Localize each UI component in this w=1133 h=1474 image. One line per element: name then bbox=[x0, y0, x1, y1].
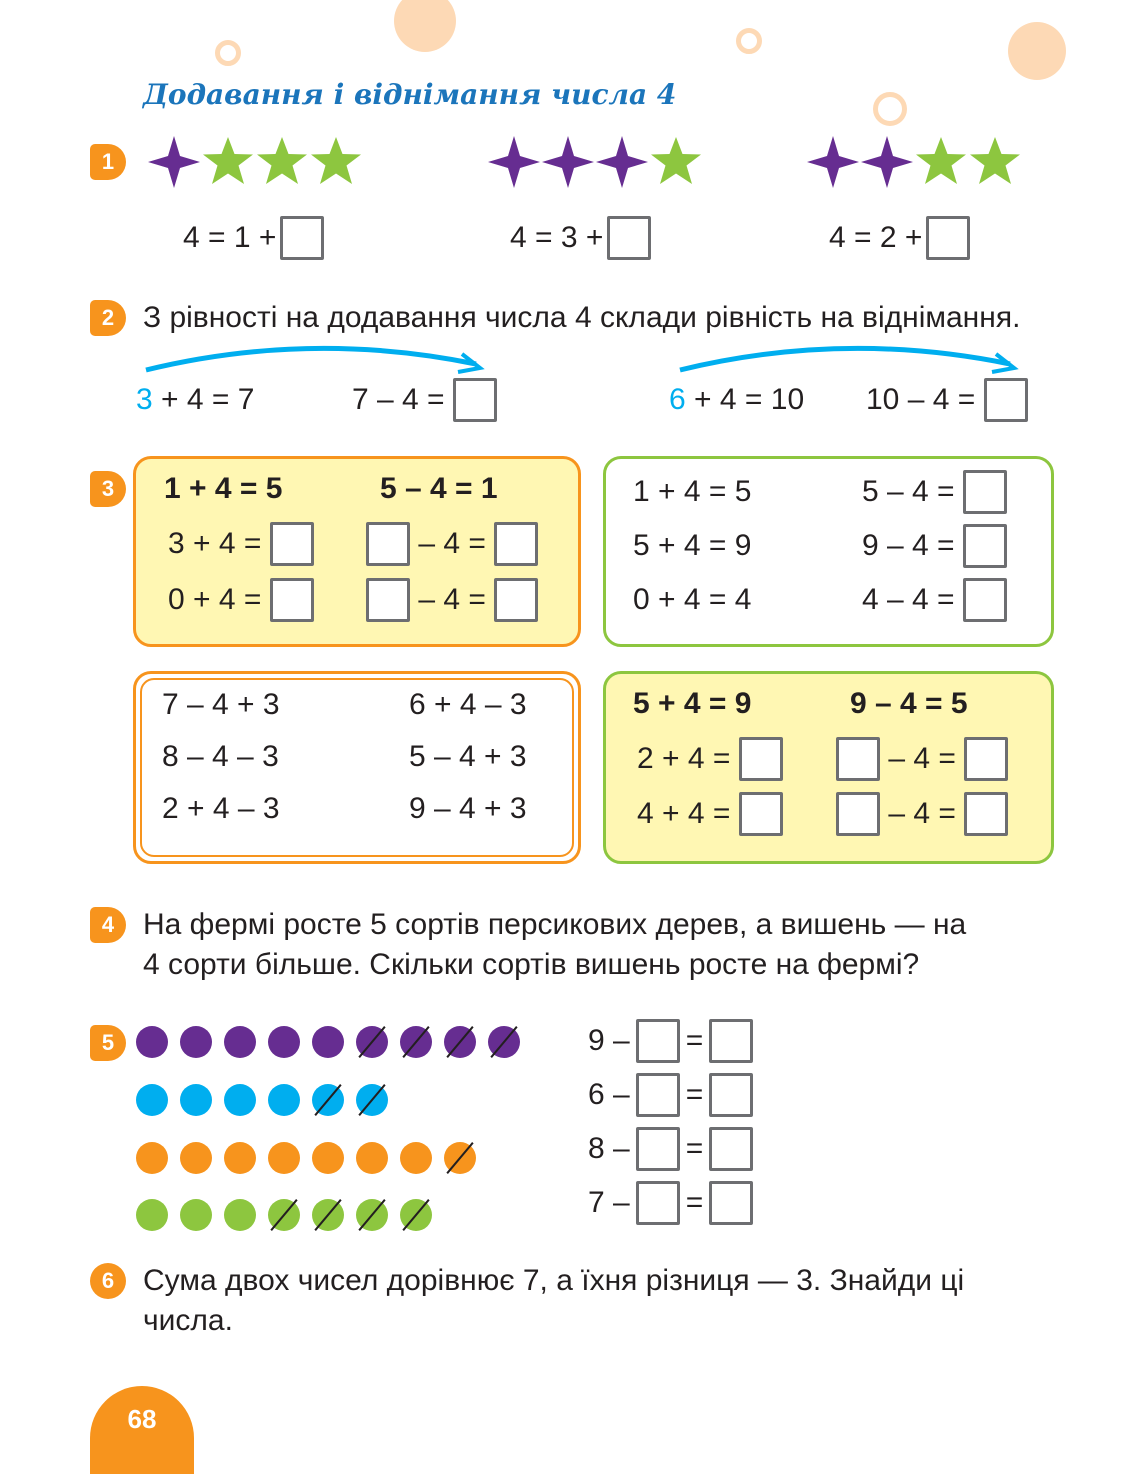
strike-line bbox=[490, 1026, 517, 1058]
decor-ring bbox=[736, 28, 762, 54]
expression-text: 8 – 4 – 3 bbox=[162, 740, 279, 773]
four-point-star-icon bbox=[486, 134, 542, 190]
answer-box[interactable] bbox=[636, 1073, 680, 1117]
strike-line bbox=[358, 1084, 385, 1116]
expression-text: 7 – 4 + 3 bbox=[162, 688, 280, 721]
task2-instruction: З рівності на додавання числа 4 склади рівність на віднімання. bbox=[143, 301, 1021, 334]
equation-text: 1 + 4 = 5 bbox=[633, 475, 752, 508]
dot bbox=[180, 1199, 212, 1231]
task-number-badge: 3 bbox=[90, 471, 126, 507]
example-equation: 5 + 4 = 9 bbox=[633, 687, 752, 720]
task2-addition bbox=[669, 378, 804, 422]
equation-row bbox=[168, 522, 314, 566]
expression-text: 9 – 4 + 3 bbox=[409, 792, 527, 825]
equation-row bbox=[637, 737, 783, 781]
five-point-star-icon bbox=[913, 134, 969, 190]
equation-text: 7 – bbox=[588, 1186, 630, 1219]
dot bbox=[136, 1084, 168, 1116]
answer-box[interactable] bbox=[494, 578, 538, 622]
strike-line bbox=[270, 1199, 297, 1231]
dot bbox=[136, 1026, 168, 1058]
equation-text: 9 – 4 = bbox=[862, 529, 955, 562]
equation-row bbox=[637, 792, 783, 836]
equation-text: 6 – bbox=[588, 1078, 630, 1111]
task-number-badge: 5 bbox=[90, 1025, 126, 1061]
equation-row bbox=[862, 524, 1007, 568]
task5-equation bbox=[588, 1073, 753, 1117]
equation-text: 4 = 3 + bbox=[510, 221, 604, 254]
strike-line bbox=[446, 1026, 473, 1058]
task-number-badge: 1 bbox=[90, 144, 126, 180]
answer-box[interactable] bbox=[709, 1073, 753, 1117]
answer-box[interactable] bbox=[636, 1019, 680, 1063]
equation-text: 2 + 4 = bbox=[637, 742, 731, 775]
equation-text: 5 – 4 = bbox=[862, 475, 955, 508]
four-point-star-icon bbox=[146, 134, 202, 190]
equation-text: 4 = 2 + bbox=[829, 221, 923, 254]
highlight-number: 3 bbox=[136, 383, 153, 416]
answer-box[interactable] bbox=[836, 792, 880, 836]
equals-sign: = bbox=[685, 1078, 704, 1111]
crossed-dot bbox=[444, 1026, 476, 1058]
equation-row bbox=[862, 578, 1007, 622]
answer-box[interactable] bbox=[739, 737, 783, 781]
equation-text: – 4 = bbox=[888, 797, 956, 830]
answer-box[interactable] bbox=[636, 1127, 680, 1171]
answer-box[interactable] bbox=[636, 1181, 680, 1225]
task1-equation bbox=[183, 216, 324, 260]
answer-box[interactable] bbox=[964, 792, 1008, 836]
answer-box[interactable] bbox=[926, 216, 970, 260]
equation-text: 10 – 4 = bbox=[866, 383, 976, 416]
five-point-star-icon bbox=[648, 134, 704, 190]
task6-text-line: Сума двох чисел дорівнює 7, а їхня різниця — 3. Знайди ці bbox=[143, 1264, 965, 1297]
answer-box[interactable] bbox=[984, 378, 1028, 422]
decor-circle bbox=[394, 0, 456, 52]
equation-text: 7 – 4 = bbox=[352, 383, 445, 416]
equation-row bbox=[836, 737, 1008, 781]
example-equation: 9 – 4 = 5 bbox=[850, 687, 968, 720]
task6-text-line: числа. bbox=[143, 1304, 233, 1337]
equation-row bbox=[836, 792, 1008, 836]
dot bbox=[180, 1026, 212, 1058]
strike-line bbox=[358, 1026, 385, 1058]
crossed-dot bbox=[444, 1142, 476, 1174]
equation-text: 4 – 4 = bbox=[862, 583, 955, 616]
four-point-star-icon bbox=[805, 134, 861, 190]
four-point-star-icon bbox=[859, 134, 915, 190]
equals-sign: = bbox=[685, 1132, 704, 1165]
strike-line bbox=[314, 1199, 341, 1231]
dot bbox=[400, 1142, 432, 1174]
decor-ring bbox=[873, 92, 907, 126]
five-point-star-icon bbox=[308, 134, 364, 190]
equation-text: 3 + 4 = bbox=[168, 527, 262, 560]
dot bbox=[180, 1084, 212, 1116]
crossed-dot bbox=[312, 1084, 344, 1116]
equals-sign: = bbox=[685, 1186, 704, 1219]
equals-sign: = bbox=[685, 1024, 704, 1057]
crossed-dot bbox=[356, 1084, 388, 1116]
answer-box[interactable] bbox=[964, 737, 1008, 781]
crossed-dot bbox=[356, 1199, 388, 1231]
page-title: Додавання і віднімання числа 4 bbox=[143, 78, 677, 111]
dot bbox=[224, 1026, 256, 1058]
task1-equation bbox=[510, 216, 651, 260]
decor-circle bbox=[1008, 22, 1066, 80]
example-equation: 5 – 4 = 1 bbox=[380, 472, 498, 505]
answer-box[interactable] bbox=[366, 578, 410, 622]
equation-text: + 4 = 7 bbox=[161, 383, 255, 416]
answer-box[interactable] bbox=[709, 1181, 753, 1225]
page-number: 68 bbox=[127, 1404, 157, 1434]
task2-subtraction bbox=[866, 378, 1028, 422]
strike-line bbox=[314, 1084, 341, 1116]
five-point-star-icon bbox=[967, 134, 1023, 190]
highlight-number: 6 bbox=[669, 383, 686, 416]
answer-box[interactable] bbox=[709, 1127, 753, 1171]
dot bbox=[268, 1026, 300, 1058]
strike-line bbox=[402, 1199, 429, 1231]
task4-text-line: 4 сорти більше. Скільки сортів вишень росте на фермі? bbox=[143, 948, 920, 981]
dot bbox=[224, 1142, 256, 1174]
strike-line bbox=[446, 1142, 473, 1174]
equation-row bbox=[862, 470, 1007, 514]
four-point-star-icon bbox=[594, 134, 650, 190]
arrow-icon bbox=[674, 340, 1024, 380]
equation-text: 0 + 4 = 4 bbox=[633, 583, 752, 616]
decor-ring bbox=[215, 40, 241, 66]
equation-text: – 4 = bbox=[888, 742, 956, 775]
answer-box[interactable] bbox=[963, 578, 1007, 622]
task2-addition bbox=[136, 378, 254, 422]
equation-text: 9 – bbox=[588, 1024, 630, 1057]
example-equation: 1 + 4 = 5 bbox=[164, 472, 283, 505]
crossed-dot bbox=[400, 1026, 432, 1058]
dot bbox=[180, 1142, 212, 1174]
dot bbox=[224, 1199, 256, 1231]
task-number-badge: 4 bbox=[90, 907, 126, 943]
answer-box[interactable] bbox=[270, 522, 314, 566]
dot bbox=[224, 1084, 256, 1116]
crossed-dot bbox=[488, 1026, 520, 1058]
answer-box[interactable] bbox=[963, 470, 1007, 514]
crossed-dot bbox=[312, 1199, 344, 1231]
answer-box[interactable] bbox=[963, 524, 1007, 568]
equation-text: – 4 = bbox=[418, 527, 486, 560]
dot bbox=[356, 1142, 388, 1174]
answer-box[interactable] bbox=[836, 737, 880, 781]
strike-line bbox=[402, 1026, 429, 1058]
strike-line bbox=[358, 1199, 385, 1231]
dot bbox=[312, 1142, 344, 1174]
crossed-dot bbox=[356, 1026, 388, 1058]
equation-text: + 4 = 10 bbox=[694, 383, 805, 416]
answer-box[interactable] bbox=[366, 522, 410, 566]
four-point-star-icon bbox=[540, 134, 596, 190]
task5-equation bbox=[588, 1181, 753, 1225]
answer-box[interactable] bbox=[709, 1019, 753, 1063]
equation-text: 4 = 1 + bbox=[183, 221, 277, 254]
task1-equation bbox=[829, 216, 970, 260]
task-number-badge: 2 bbox=[90, 300, 126, 336]
equation-text: 5 + 4 = 9 bbox=[633, 529, 752, 562]
expression-text: 6 + 4 – 3 bbox=[409, 688, 527, 721]
equation-text: 4 + 4 = bbox=[637, 797, 731, 830]
arrow-icon bbox=[140, 340, 490, 380]
answer-box[interactable] bbox=[453, 378, 497, 422]
crossed-dot bbox=[268, 1199, 300, 1231]
five-point-star-icon bbox=[254, 134, 310, 190]
answer-box[interactable] bbox=[280, 216, 324, 260]
expression-text: 2 + 4 – 3 bbox=[162, 792, 280, 825]
equation-text: 8 – bbox=[588, 1132, 630, 1165]
dot bbox=[136, 1142, 168, 1174]
dot bbox=[312, 1026, 344, 1058]
task-number-badge: 6 bbox=[90, 1263, 126, 1299]
task4-text-line: На фермі росте 5 сортів персикових дерев, а вишень — на bbox=[143, 908, 967, 941]
answer-box[interactable] bbox=[739, 792, 783, 836]
expression-text: 5 – 4 + 3 bbox=[409, 740, 527, 773]
task2-subtraction bbox=[352, 378, 497, 422]
dot bbox=[136, 1199, 168, 1231]
equation-text: – 4 = bbox=[418, 583, 486, 616]
dot bbox=[268, 1084, 300, 1116]
answer-box[interactable] bbox=[607, 216, 651, 260]
five-point-star-icon bbox=[200, 134, 256, 190]
crossed-dot bbox=[400, 1199, 432, 1231]
answer-box[interactable] bbox=[494, 522, 538, 566]
task5-equation bbox=[588, 1019, 753, 1063]
dot bbox=[268, 1142, 300, 1174]
equation-row bbox=[366, 522, 538, 566]
equation-row bbox=[168, 578, 314, 622]
equation-text: 0 + 4 = bbox=[168, 583, 262, 616]
equation-row bbox=[366, 578, 538, 622]
task5-equation bbox=[588, 1127, 753, 1171]
answer-box[interactable] bbox=[270, 578, 314, 622]
